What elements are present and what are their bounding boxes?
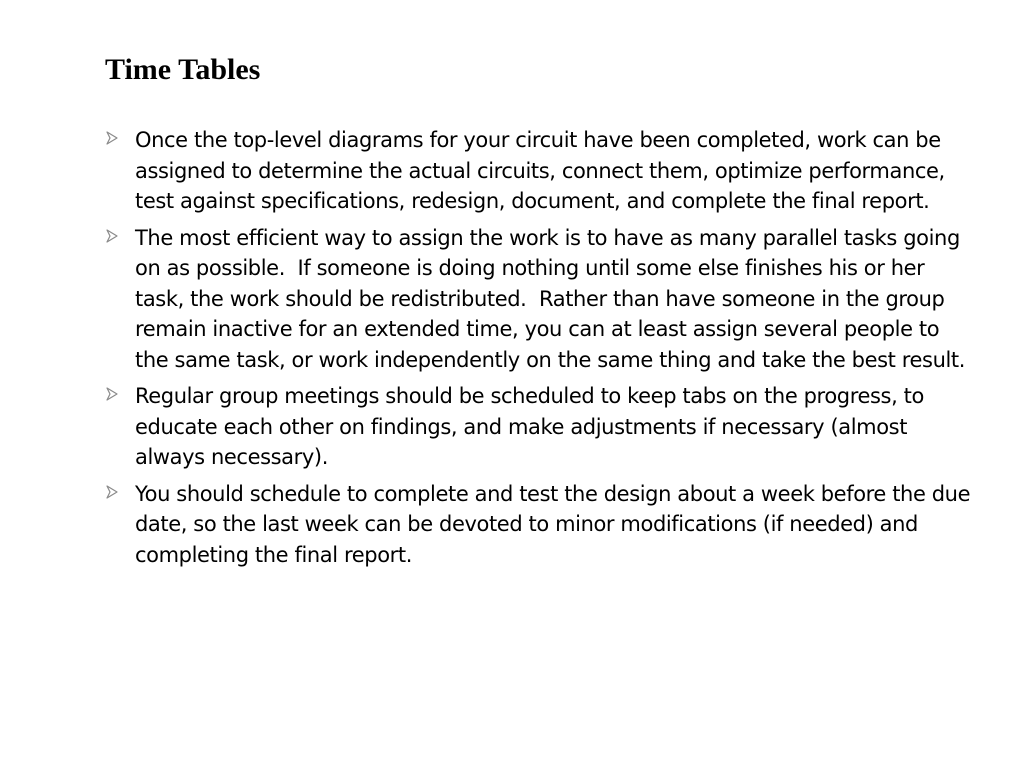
arrowhead-bullet-icon	[105, 385, 119, 403]
arrowhead-bullet-icon	[105, 483, 119, 501]
bullet-item	[105, 125, 975, 217]
bullet-text: You should schedule to complete and test the design about a week before the due date, so the last week can be devoted to minor modifications (if needed) and completing the final report.	[135, 481, 977, 567]
bullet-item	[105, 381, 975, 473]
arrowhead-bullet-icon	[105, 227, 119, 245]
slide-title: Time Tables	[105, 53, 261, 86]
bullet-list	[105, 125, 975, 576]
bullet-item	[105, 479, 975, 571]
bullet-text: The most efficient way to assign the work is to have as many parallel tasks going on as possible. If someone is doing nothing until some else finishes his or her task, the work should be redistributed. Rather than have someone in the group remain inactive for an extended time, you can at least assign several people to the same task, or work independently on the same thing and take the best result.	[135, 225, 967, 372]
bullet-text: Once the top-level diagrams for your circuit have been completed, work can be assigned to determine the actual circuits, connect them, optimize performance, test against specifications, redesign, document, and complete the final report.	[135, 128, 952, 213]
bullet-item	[105, 223, 975, 376]
arrowhead-bullet-icon	[105, 129, 119, 147]
bullet-text: Regular group meetings should be scheduled to keep tabs on the progress, to educate each other on findings, and make adjustments if necessary (almost always necessary).	[135, 384, 931, 469]
